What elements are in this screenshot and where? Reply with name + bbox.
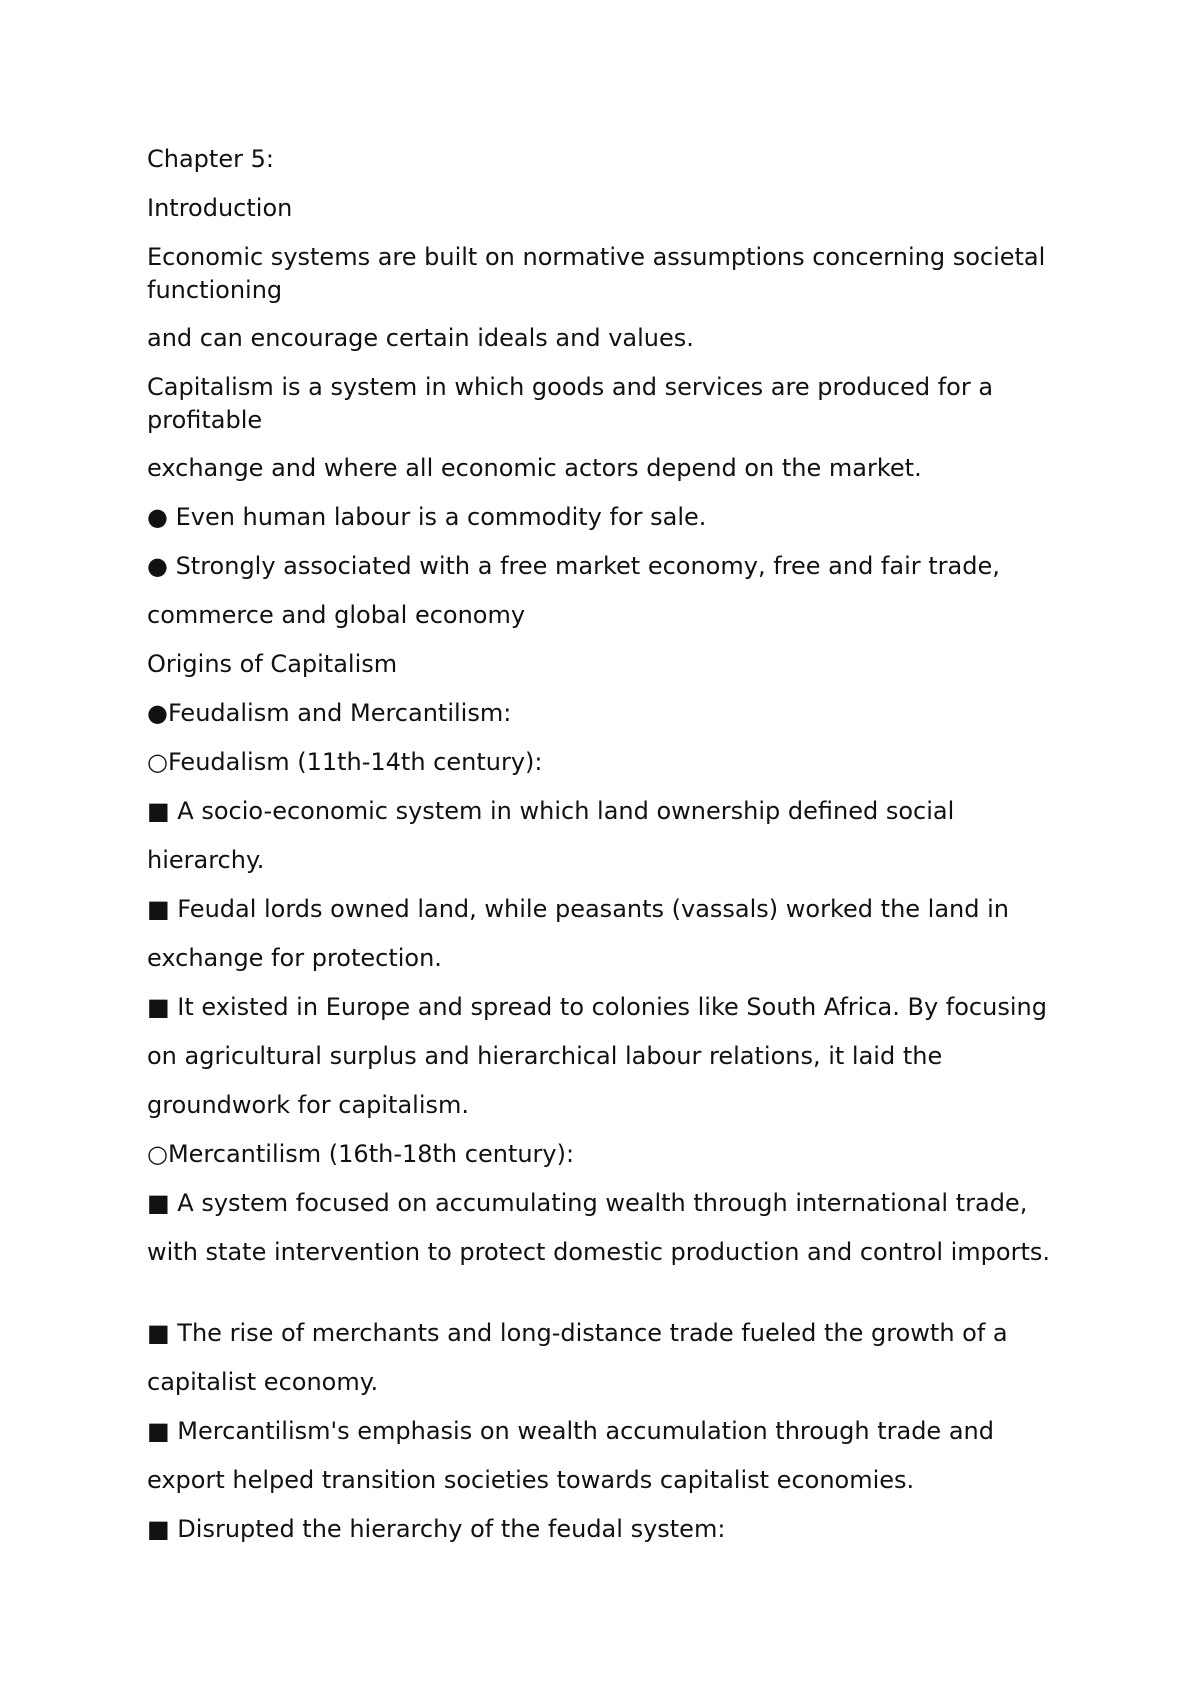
paragraph-line: exchange and where all economic actors depend on the market. [147, 454, 922, 482]
chapter-heading: Chapter 5: [147, 145, 274, 173]
square-bullet-item: ■ It existed in Europe and spread to colonies like South Africa. By focusing [147, 993, 1047, 1021]
paragraph-line: export helped transition societies towards capitalist economies. [147, 1466, 915, 1494]
paragraph-line: and can encourage certain ideals and values. [147, 324, 694, 352]
square-bullet-item: ■ Mercantilism's emphasis on wealth accumulation through trade and [147, 1417, 994, 1445]
bullet-item: ● Even human labour is a commodity for sale. [147, 503, 707, 531]
paragraph-line: with state intervention to protect domestic production and control imports. [147, 1238, 1051, 1266]
square-bullet-item: ■ A system focused on accumulating wealth through international trade, [147, 1189, 1028, 1217]
bullet-item: ●Feudalism and Mercantilism: [147, 699, 512, 727]
paragraph-line: exchange for protection. [147, 944, 442, 972]
paragraph-line: Capitalism is a system in which goods and services are produced for a profitable [147, 373, 994, 434]
square-bullet-item: ■ Disrupted the hierarchy of the feudal system: [147, 1515, 726, 1543]
paragraph-line: hierarchy. [147, 846, 265, 874]
paragraph-line: on agricultural surplus and hierarchical labour relations, it laid the [147, 1042, 943, 1070]
paragraph-line: capitalist economy. [147, 1368, 379, 1396]
sub-bullet-item: ○Mercantilism (16th-18th century): [147, 1140, 575, 1168]
bullet-item: ● Strongly associated with a free market economy, free and fair trade, [147, 552, 1000, 580]
square-bullet-item: ■ Feudal lords owned land, while peasants (vassals) worked the land in [147, 895, 1009, 923]
paragraph-line: Economic systems are built on normative assumptions concerning societal functioning [147, 243, 1046, 304]
section-heading-introduction: Introduction [147, 194, 293, 222]
paragraph-line: groundwork for capitalism. [147, 1091, 470, 1119]
paragraph-line: commerce and global economy [147, 601, 526, 629]
square-bullet-item: ■ A socio-economic system in which land ownership defined social [147, 797, 955, 825]
square-bullet-item: ■ The rise of merchants and long-distance trade fueled the growth of a [147, 1319, 1008, 1347]
sub-bullet-item: ○Feudalism (11th-14th century): [147, 748, 543, 776]
section-heading-origins: Origins of Capitalism [147, 650, 398, 678]
